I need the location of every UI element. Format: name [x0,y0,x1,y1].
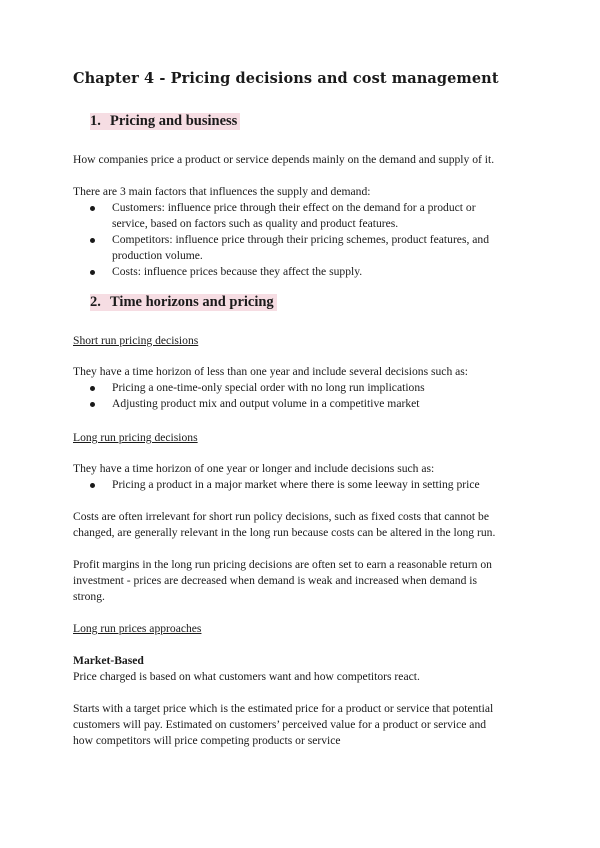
bullet-icon [90,206,95,211]
chapter-title: Chapter 4 - Pricing decisions and cost management [73,70,499,87]
section-2-number: 2. [90,294,101,310]
market-based-description: Price charged is based on what customers want and how competitors react. [73,670,420,683]
section-1-number: 1. [90,113,101,129]
list-item [90,380,425,396]
list-item [90,232,489,264]
list-item [90,396,425,412]
long-run-list [90,477,480,493]
list-item-text: Pricing a one-time-only special order with no long run implications [112,381,425,394]
profit-paragraph-line-1: Profit margins in the long run pricing decisions are often set to earn a reasonable return on [73,558,492,571]
bullet-icon [90,238,95,243]
short-run-subheading: Short run pricing decisions [73,334,199,347]
list-item [90,264,489,280]
section-2-title: Time horizons and pricing [110,294,274,310]
market-based-title: Market-Based [73,654,144,667]
factors-lead: There are 3 main factors that influences the supply and demand: [73,185,371,198]
section-1-intro: How companies price a product or service depends mainly on the demand and supply of it. [73,153,495,166]
list-item-text: Competitors: influence price through their pricing schemes, product features, and production volume. [112,233,490,262]
list-item [90,477,480,493]
list-item-text: Customers: influence price through their effect on the demand for a product or service, based on factors such as quality and product features. [112,201,476,230]
approaches-subheading: Long run prices approaches [73,622,202,635]
bullet-icon [90,386,95,391]
short-run-lead: They have a time horizon of less than one year and include several decisions such as: [73,365,469,378]
list-item-text: Adjusting product mix and output volume in a competitive market [112,397,420,410]
costs-paragraph-line-1: Costs are often irrelevant for short run policy decisions, such as fixed costs that cannot be [73,510,489,523]
bullet-icon [90,270,95,275]
profit-paragraph-line-3: strong. [73,590,105,603]
target-price-line-3: how competitors will price competing products or service [73,734,341,747]
bullet-icon [90,483,95,488]
section-1-title: Pricing and business [110,113,238,129]
section-2-heading [90,294,277,311]
factors-list [90,200,489,280]
bullet-icon [90,402,95,407]
section-1-heading [90,113,240,130]
list-item-text: Costs: influence prices because they affect the supply. [112,265,363,278]
profit-paragraph-line-2: investment - prices are decreased when demand is weak and increased when demand is [73,574,478,587]
short-run-list [90,380,425,412]
target-price-line-1: Starts with a target price which is the estimated price for a product or service that potential [73,702,494,715]
long-run-lead: They have a time horizon of one year or longer and include decisions such as: [73,462,435,475]
list-item-text: Pricing a product in a major market where there is some leeway in setting price [112,478,480,491]
target-price-line-2: customers will pay. Estimated on customers’ perceived value for a product or service and [73,718,487,731]
list-item [90,200,489,232]
costs-paragraph-line-2: changed, are generally relevant in the long run because costs can be altered in the long run. [73,526,496,539]
long-run-subheading: Long run pricing decisions [73,431,198,444]
